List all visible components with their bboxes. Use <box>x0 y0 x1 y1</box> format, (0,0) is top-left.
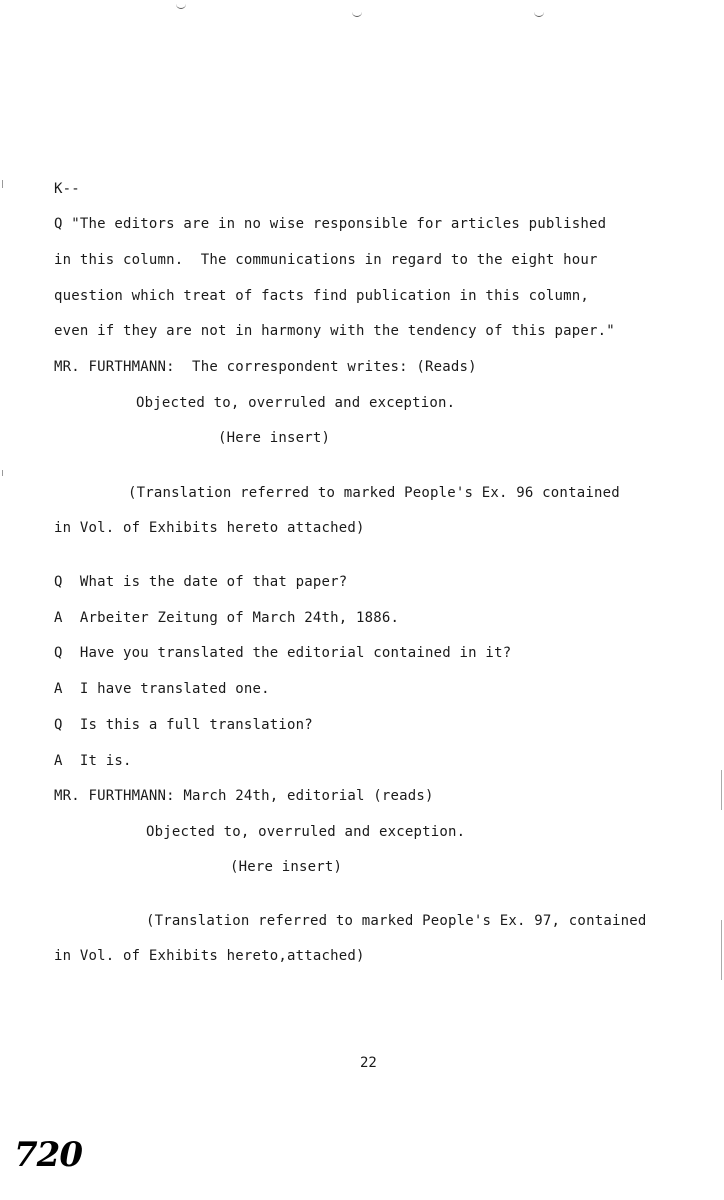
text-line: Q Is this a full translation? <box>54 717 313 733</box>
text-line: Q Have you translated the editorial contained in it? <box>54 645 512 661</box>
scan-mark <box>176 4 186 9</box>
text-line: MR. FURTHMANN: The correspondent writes: (Reads) <box>54 359 477 375</box>
text-line: MR. FURTHMANN: March 24th, editorial (reads) <box>54 788 434 804</box>
text-line: A I have translated one. <box>54 681 270 697</box>
margin-mark <box>721 920 722 980</box>
margin-mark <box>2 470 3 476</box>
text-line: Q "The editors are in no wise responsible for articles published <box>54 216 607 232</box>
text-line: Q What is the date of that paper? <box>54 574 348 590</box>
text-line: question which treat of facts find publication in this column, <box>54 288 589 304</box>
margin-mark <box>2 180 3 188</box>
scan-mark <box>352 12 362 17</box>
text-line: in Vol. of Exhibits hereto,attached) <box>54 948 365 964</box>
margin-mark <box>721 770 722 810</box>
text-line: Objected to, overruled and exception. <box>146 824 466 840</box>
page-number: 22 <box>360 1055 377 1071</box>
text-line: in this column. The communications in regard to the eight hour <box>54 252 598 268</box>
text-line: (Translation referred to marked People's Ex. 97, contained <box>146 913 647 929</box>
text-line: (Here insert) <box>218 430 331 446</box>
scan-mark <box>534 12 544 17</box>
text-line: even if they are not in harmony with the tendency of this paper." <box>54 323 615 339</box>
header-mark: K-- <box>54 181 80 197</box>
text-line: (Translation referred to marked People's Ex. 96 contained <box>128 485 620 501</box>
text-line: A It is. <box>54 753 132 769</box>
text-line: in Vol. of Exhibits hereto attached) <box>54 520 365 536</box>
text-line: (Here insert) <box>230 859 343 875</box>
handwritten-number: 720 <box>14 1135 82 1175</box>
text-line: Objected to, overruled and exception. <box>136 395 456 411</box>
text-line: A Arbeiter Zeitung of March 24th, 1886. <box>54 610 400 626</box>
